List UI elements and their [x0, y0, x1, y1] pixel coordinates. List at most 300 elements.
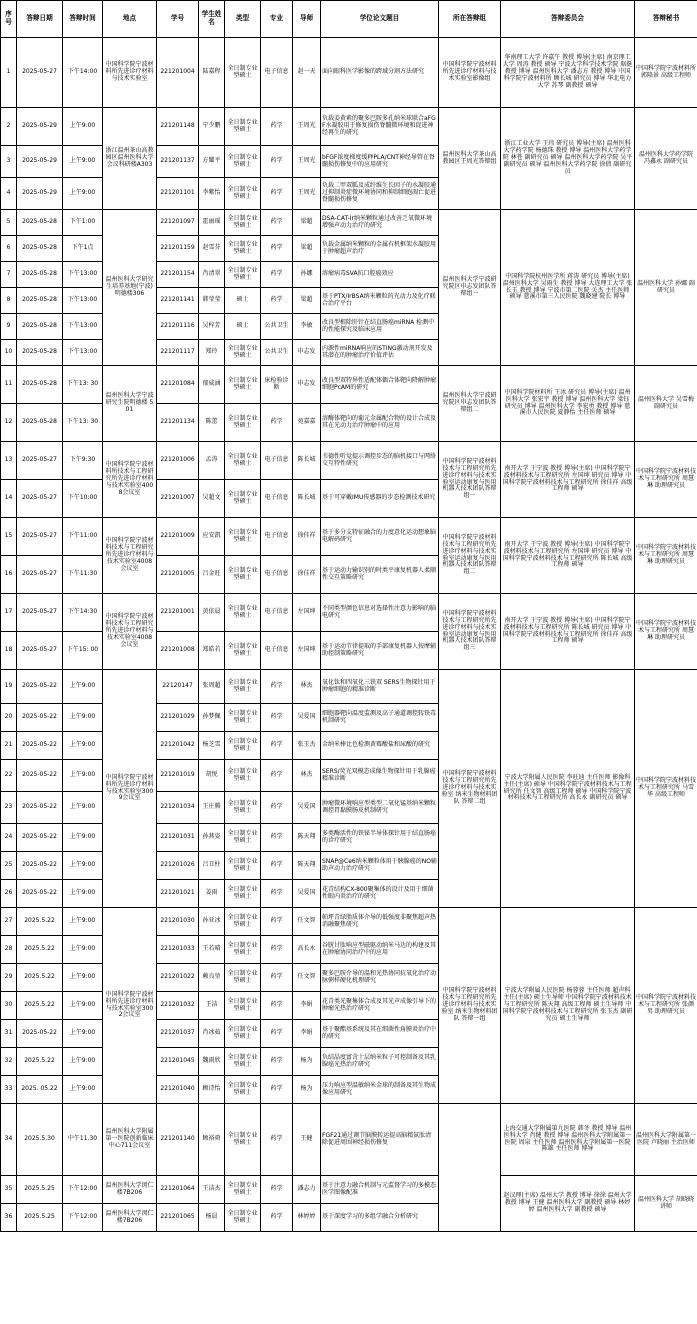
defense-date-cell: 2025.5.25 [17, 1204, 63, 1232]
defense-time-cell: 上午9:00 [63, 108, 103, 146]
thesis-title-cell: 基于聚酯基系统及其在细菌性角膜炎治疗中的研究 [321, 1020, 439, 1048]
committee-cell: 南开大学 于宁波 教授 博导(主席) 中国科学院宁波材料技术与工程研究所 左国坤 研究员 博导 中国科学院宁波材料技术与工程研究所 徐佳祥 高级工程师 硕导 [501, 442, 635, 518]
major-cell: 药学 [261, 146, 293, 178]
advisor-cell: 杨为 [293, 1048, 321, 1076]
table-row [1, 38, 697, 108]
thesis-title-cell: 改良型根除肝针在结直肠癌miRNA 检测中的性能探究及临床应用 [321, 314, 439, 340]
defense-time-cell: 上午9:00 [63, 178, 103, 210]
degree-type-cell: 全日制专业型硕士 [225, 824, 261, 852]
student-id-cell: 221201148 [157, 108, 199, 146]
degree-type-cell: 全日制专业型硕士 [225, 908, 261, 936]
major-cell: 药学 [261, 236, 293, 262]
defense-time-cell: 下午1点 [63, 236, 103, 262]
advisor-cell: 梁超 [293, 210, 321, 236]
defense-date-cell: 2025-05-27 [17, 38, 63, 108]
advisor-cell: 陈长城 [293, 442, 321, 480]
thesis-title-cell: 负载二甲双胍及成纤维生长因子的水凝胶通过抑制炎症微环境协同和抑制细胞凋亡促进脊髓损伤修复 [321, 178, 439, 210]
row-number-cell: 10 [1, 340, 17, 366]
student-id-cell: 221201031 [157, 824, 199, 852]
advisor-cell: 林杰 [293, 670, 321, 704]
defense-time-cell: 上午9:00 [63, 964, 103, 992]
defense-date-cell: 2025-05-22 [17, 880, 63, 908]
defense-time-cell: 下午14:30 [63, 594, 103, 632]
defense-time-cell: 下午13:00 [63, 288, 103, 314]
defense-time-cell: 上午9:00 [63, 704, 103, 732]
defense-date-cell: 2025-05-22 [17, 824, 63, 852]
student-id-cell: 221201117 [157, 340, 199, 366]
advisor-cell: 赵一天 [293, 38, 321, 108]
thesis-title-cell: DSA-CAT-Ir纳米颗粒通过改善乏氧微环境增强声动力治疗的研究 [321, 210, 439, 236]
defense-date-cell: 2025.5.25 [17, 1176, 63, 1204]
defense-time-cell: 上午9:00 [63, 1076, 103, 1104]
student-id-cell: 221201022 [157, 964, 199, 992]
major-cell: 药学 [261, 670, 293, 704]
student-name-cell: 韩莹莹 [199, 288, 225, 314]
degree-type-cell: 全日制专业型硕士 [225, 236, 261, 262]
thesis-title-cell: 压力响应型温敏纳米金球的制备及其生物成像应用研究 [321, 1076, 439, 1104]
header-cell: 序号 [1, 1, 17, 38]
degree-type-cell: 全日制专业型硕士 [225, 594, 261, 632]
defense-date-cell: 2025-05-29 [17, 108, 63, 146]
degree-type-cell: 全日制专业型硕士 [225, 792, 261, 824]
defense-time-cell: 下午13:00 [63, 262, 103, 288]
major-cell: 药学 [261, 404, 293, 442]
thesis-title-cell: 细胞器靶向温度监测及高子通道调控转铁毒机制研究 [321, 704, 439, 732]
table-row [1, 1104, 697, 1176]
student-id-cell: 221201005 [157, 556, 199, 594]
advisor-cell: 王健 [293, 1104, 321, 1176]
student-name-cell: 郑玲 [199, 340, 225, 366]
location-cell: 浙江温州茶山高教园区温州医科大学会议科研楼A303 [103, 108, 157, 210]
row-number-cell: 28 [1, 936, 17, 964]
committee-cell: 浙江工业大学 王玮 研究员 博导(主席) 温州医科大学药学院 杨德珠 教授 博导 温州医科大学药学院 林苍 副研究员 硕导 温州医科大学药学院 吴平 副研究员 硕导 温州医科大学药学院 徐倩 副研究员 [501, 108, 635, 210]
defense-date-cell: 2025-05-28 [17, 314, 63, 340]
student-id-cell: 221201033 [157, 936, 199, 964]
student-id-cell: 221201042 [157, 732, 199, 760]
student-name-cell: 肖清翠 [199, 262, 225, 288]
degree-type-cell: 全日制专业型硕士 [225, 404, 261, 442]
defense-date-cell: 2025.5.22 [17, 964, 63, 992]
location-cell: 温州医科大学闵仁楼7B206 [103, 1176, 157, 1204]
defense-time-cell: 上午9:00 [63, 732, 103, 760]
defense-date-cell: 2025-05-27 [17, 632, 63, 670]
advisor-cell: 王周光 [293, 108, 321, 146]
defense-date-cell: 2025.5.22 [17, 1048, 63, 1076]
secretary-cell: 中国科学院宁波材料所 郭隆景 高级工程师 [635, 38, 697, 108]
student-id-cell: 221201019 [157, 760, 199, 792]
advisor-cell: 张玉杰 [293, 732, 321, 760]
row-number-cell: 29 [1, 964, 17, 992]
defense-time-cell: 上午9:00 [63, 146, 103, 178]
student-name-cell: 赖良堃 [199, 964, 225, 992]
secretary-cell: 中国科学院宁波材料技术与工程研究所 周慧琳 助理研究员 [635, 518, 697, 594]
committee-cell: 赵汉理(主席) 温州大学 教授 博导 徐徐 温州大学 教授 博导 王健 温州医科大学 副教授 硕导 林婷婷 温州医科大学 副教授 硕导 [501, 1176, 635, 1232]
row-number-cell: 12 [1, 404, 17, 442]
major-cell: 药学 [261, 760, 293, 792]
thesis-title-cell: 溶酶体靶向的葡元金属配合物的设计合成及其在光动力治疗肿瘤中的应用 [321, 404, 439, 442]
student-name-cell: 魏雨欣 [199, 1048, 225, 1076]
committee-cell: 宁波大学附属人民医院 李旺迪 主任医师 影像科主任(主席) 硕导 中国科学院宁波材料技术与工程研究所 任文智 高级工程师 硕导 中国科学院宁波材料技术与工程研究所 高长永 副研究员 硕导 [501, 670, 635, 908]
advisor-cell: 任文智 [293, 964, 321, 992]
defense-group-cell: 中国科学院宁波材料技术与工程研究所先进诊疗材料与技术实验室 纳米生物材料团队 答辩一组 [439, 908, 501, 1104]
student-name-cell: 赵雪芬 [199, 236, 225, 262]
defense-date-cell: 2025-05-27 [17, 594, 63, 632]
degree-type-cell: 全日制专业型硕士 [225, 1076, 261, 1104]
degree-type-cell: 全日制专业型硕士 [225, 632, 261, 670]
student-id-cell: 221201021 [157, 880, 199, 908]
defense-date-cell: 2025-05-27 [17, 442, 63, 480]
defense-date-cell: 2025. 05.22 [17, 1076, 63, 1104]
degree-type-cell: 全日制专业型硕士 [225, 38, 261, 108]
advisor-cell: 梁超 [293, 288, 321, 314]
table-row [1, 108, 697, 146]
major-cell: 药学 [261, 1176, 293, 1204]
defense-time-cell: 下午1:00 [63, 210, 103, 236]
student-name-cell: 王庄腾 [199, 792, 225, 824]
student-id-cell: 221201045 [157, 1048, 199, 1076]
committee-cell: 宁波大学附属人民医院 杨蓉蓉 主任医师 超声科主任(主席) 硕士生导师 中国科学院宁波材料技术与工程研究所 陈天翔 高级工程师 硕士生导师 中国科学院宁波材料技术与工程研究所 张玉杰 副研究员 硕士生导师 [501, 908, 635, 1104]
header-cell: 专业 [261, 1, 293, 38]
degree-type-cell: 全日制专业型硕士 [225, 704, 261, 732]
student-id-cell: 221201032 [157, 992, 199, 1020]
advisor-cell: 李娟 [293, 992, 321, 1020]
advisor-cell: 吴爱国 [293, 792, 321, 824]
student-name-cell: 孙亚冰 [199, 908, 225, 936]
header-cell: 学生姓名 [199, 1, 225, 38]
student-name-cell: 吕丑柱 [199, 852, 225, 880]
student-name-cell: 吴超文 [199, 480, 225, 518]
major-cell: 药学 [261, 908, 293, 936]
row-number-cell: 6 [1, 236, 17, 262]
secretary-cell: 中国科学院宁波材料技术与工程研究所 马雪华 高级工程师 [635, 670, 697, 908]
table-row [1, 366, 697, 404]
table-row [1, 908, 697, 936]
row-number-cell: 16 [1, 556, 17, 594]
major-cell: 药学 [261, 1076, 293, 1104]
defense-time-cell: 下午13: 30 [63, 366, 103, 404]
row-number-cell: 27 [1, 908, 17, 936]
advisor-cell: 林杰 [293, 760, 321, 792]
defense-group-cell: 温州医科大学茶山高教园区王周光答辩组 [439, 108, 501, 210]
student-name-cell: 肖冰茹 [199, 1020, 225, 1048]
location-cell: 中国科学院宁波材料技术与工程研究所先进诊疗材料与技术实验室4008会议室 [103, 518, 157, 594]
student-id-cell: 221201064 [157, 1176, 199, 1204]
location-cell: 中国科学院宁波材料所技术与工程研究所先进诊疗材料与技术实验室4008会议室 [103, 442, 157, 518]
major-cell: 药学 [261, 936, 293, 964]
student-name-cell: 郁威涵 [199, 366, 225, 404]
student-name-cell: 杨晨 [199, 1204, 225, 1232]
committee-cell: 中国科学院材料所 王冰 研究员 博导(主席) 温州医科大学 张宏宇 教授 博导 温州医科大学 梁钰 研究员 博导 温州医科大学 李宏勇 教授 博导 慈溪市人民医院 夏静怡 主任医师 硕导 [501, 366, 635, 442]
major-cell: 电子信息 [261, 442, 293, 480]
advisor-cell: 李娟 [293, 1020, 321, 1048]
student-id-cell: 221201008 [157, 632, 199, 670]
defense-date-cell: 2025.5.22 [17, 908, 63, 936]
defense-date-cell: 2025-05-28 [17, 210, 63, 236]
student-id-cell: 221201001 [157, 594, 199, 632]
student-id-cell: 221201037 [157, 1020, 199, 1048]
thesis-title-cell: 不同类型颜色信息对选择性注意力影响的脑电研究 [321, 594, 439, 632]
advisor-cell: 左国坤 [293, 632, 321, 670]
student-name-cell: 黄依晨 [199, 594, 225, 632]
header-cell: 类型 [225, 1, 261, 38]
defense-time-cell: 上午9:00 [63, 792, 103, 824]
thesis-title-cell: 基于注意力融合机制与元监督学习的多模态医学图像配准 [321, 1176, 439, 1204]
defense-time-cell: 下午12:00 [63, 1204, 103, 1232]
student-id-cell: 22120147 [157, 670, 199, 704]
degree-type-cell: 硕士 [225, 288, 261, 314]
major-cell: 电子信息 [261, 518, 293, 556]
defense-date-cell: 2025-05-29 [17, 146, 63, 178]
degree-type-cell: 全日制专业型硕士 [225, 670, 261, 704]
thesis-title-cell: 基于可穿戴IMU传感器的步态检测技术研究 [321, 480, 439, 518]
advisor-cell: 王周光 [293, 146, 321, 178]
defense-time-cell: 上午9:00 [63, 760, 103, 792]
thesis-title-cell: 负载姜黄素的聚多巴胺多孔纳米球联合aFGF水凝胶用于修复损伤脊髓微环境和促进神经再生的研究 [321, 108, 439, 146]
thesis-title-cell: SNAP@Ce6纳米颗粒体用于胰腺癌的NO辅助声动力治疗研究 [321, 852, 439, 880]
defense-date-cell: 2025-05-27 [17, 518, 63, 556]
degree-type-cell: 全日制专业型硕士 [225, 108, 261, 146]
row-number-cell: 24 [1, 824, 17, 852]
student-name-cell: 陆嘉程 [199, 38, 225, 108]
student-id-cell: 221201097 [157, 210, 199, 236]
major-cell: 药学 [261, 1104, 293, 1176]
thesis-title-cell: 聚多巴胺介导的温和光热协同抗氧化治疗动脉粥样硬化机理研究 [321, 964, 439, 992]
committee-cell: 中国科学院杭州医学所 蒋涛 研究员 博导(主席) 温州医科大学 吴雨生 教授 博导 大连理工大学 张长玉 教授 博导 宁波市第二医院 关杰 主任医师 硕导 慈溪市第三人民医院 魏晓建 院长 博导 [501, 210, 635, 366]
student-id-cell: 221201084 [157, 366, 199, 404]
student-name-cell: 王洁 [199, 992, 225, 1020]
row-number-cell: 8 [1, 288, 17, 314]
major-cell: 电子信息 [261, 632, 293, 670]
defense-time-cell: 上午9:00 [63, 880, 103, 908]
table-row [1, 518, 697, 556]
student-id-cell: 221201140 [157, 1104, 199, 1176]
thesis-title-cell: 基于运动力输识别的时类平康复机器人柔顺性交互策略研究 [321, 556, 439, 594]
secretary-cell: 中国科学院宁波材料技术与工程研究所 周慧琳 助理研究员 [635, 442, 697, 518]
thesis-title-cell: bFGF浓度梯度缓释PLA/CNT神经导管在脊髓损伤修复中的应用研究 [321, 146, 439, 178]
major-cell: 药学 [261, 1204, 293, 1232]
secretary-cell: 温州医科大学 吴雪梅副研究员 [635, 366, 697, 442]
thesis-title-cell: 负结晶度富含十层纳米粒子可控制备及其乳腺癌光热治疗研究 [321, 1048, 439, 1076]
major-cell: 电子信息 [261, 594, 293, 632]
student-id-cell: 221201116 [157, 314, 199, 340]
committee-cell: 南开大学 于宁波 教授 博导(主席) 中国科学院宁波材料技术与工程研究所 陈长城 研究员 博导 中国科学院宁波材料技术与工程研究所 徐佳祥 高级工程师 硕导 [501, 594, 635, 670]
thesis-title-cell: 内源性miRNA响应的STING激动剂开发及其潜在的肿瘤治疗价值评估 [321, 340, 439, 366]
defense-date-cell: 2025-05-22 [17, 1020, 63, 1048]
row-number-cell: 9 [1, 314, 17, 340]
advisor-cell: 徐佳祥 [293, 518, 321, 556]
student-name-cell: 顾裕舜 [199, 1104, 225, 1176]
advisor-cell: 李敏 [293, 314, 321, 340]
major-cell: 药学 [261, 262, 293, 288]
defense-date-cell: 2025-05-27 [17, 556, 63, 594]
advisor-cell: 高长永 [293, 936, 321, 964]
major-cell: 药学 [261, 792, 293, 824]
advisor-cell: 申志发 [293, 366, 321, 404]
defense-date-cell: 2025-05-27 [17, 480, 63, 518]
defense-date-cell: 2025-05-22 [17, 852, 63, 880]
degree-type-cell: 全日制专业型硕士 [225, 1204, 261, 1232]
row-number-cell: 19 [1, 670, 17, 704]
student-name-cell: 霍丽瑶 [199, 210, 225, 236]
defense-time-cell: 上午9:00 [63, 992, 103, 1020]
degree-type-cell: 全日制专业型硕士 [225, 480, 261, 518]
student-name-cell: 孙燕姿 [199, 824, 225, 852]
location-cell: 温州医科大学闵仁楼7B206 [103, 1204, 157, 1232]
defense-date-cell: 2025-05-22 [17, 704, 63, 732]
degree-type-cell: 全日制专业型硕士 [225, 1176, 261, 1204]
major-cell: 电子信息 [261, 480, 293, 518]
major-cell: 药学 [261, 210, 293, 236]
defense-group-cell: 中国科学院宁波材料技术与工程研究所先进诊疗材料与技术实验室运动康复与医用机器人技术团队答辩组一 [439, 442, 501, 518]
defense-group-cell: 中国科学院宁波材料所先进诊疗材料与技术实验室影像组 [439, 38, 501, 108]
defense-date-cell: 2025-05-28 [17, 262, 63, 288]
student-name-cell: 孟涛 [199, 442, 225, 480]
advisor-cell: 任文智 [293, 908, 321, 936]
thesis-title-cell: 基于深度学习的多组学融合分析研究 [321, 1204, 439, 1232]
advisor-cell: 陈天翔 [293, 824, 321, 852]
defense-time-cell: 下午9:30 [63, 442, 103, 480]
student-id-cell: 221201159 [157, 236, 199, 262]
defense-date-cell: 2025-05-22 [17, 732, 63, 760]
major-cell: 公共卫生 [261, 340, 293, 366]
advisor-cell: 王周光 [293, 178, 321, 210]
committee-cell: 南开大学 于宁波 教授 博导(主席) 中国科学院宁波材料技术与工程研究所 左国坤 研究员 博导 中国科学院宁波材料技术与工程研究所 陈长城 高级工程师 硕导 [501, 518, 635, 594]
advisor-cell: 林婷婷 [293, 1204, 321, 1232]
header-cell: 导师 [293, 1, 321, 38]
degree-type-cell: 全日制专业型硕士 [225, 146, 261, 178]
defense-time-cell: 中午11.30 [63, 1104, 103, 1176]
defense-time-cell: 上午9:00 [63, 936, 103, 964]
major-cell: 药学 [261, 1048, 293, 1076]
student-id-cell: 221201134 [157, 404, 199, 442]
thesis-title-cell: 面向眼科医学影像的跨域分割方法研究 [321, 38, 439, 108]
thesis-title-cell: 负载金属纳米颗粒的金属有机框架水凝胶用于肿瘤超声治疗 [321, 236, 439, 262]
row-number-cell: 14 [1, 480, 17, 518]
thesis-title-cell: FGF21通过调节脑膜转运提高脑精氨肽清除促进周围神经损伤修复 [321, 1104, 439, 1176]
row-number-cell: 25 [1, 852, 17, 880]
row-number-cell: 31 [1, 1020, 17, 1048]
degree-type-cell: 全日制专业型硕士 [225, 1048, 261, 1076]
advisor-cell: 杨为 [293, 1076, 321, 1104]
committee-cell: 上海交通大学附属第九医院 韩冬 教授 博导 温州医科大学 肖健 教授 博导 温州医科大学附属第一医院 周泉 主任医师 温州医科大学附属第一医院 陈雄 主任医师 博导 [501, 1104, 635, 1176]
row-number-cell: 30 [1, 992, 17, 1020]
major-cell: 药学 [261, 704, 293, 732]
table-row [1, 594, 697, 632]
major-cell: 药学 [261, 108, 293, 146]
header-cell: 答辩秘书 [635, 1, 697, 38]
defense-date-cell: 2025-05-22 [17, 760, 63, 792]
location-cell: 中国科学院宁波材料所先进诊疗材料与技术实验室3002会议室 [103, 908, 157, 1104]
defense-time-cell: 下午13: 30 [63, 404, 103, 442]
student-name-cell: 孙梦佩 [199, 704, 225, 732]
row-number-cell: 18 [1, 632, 17, 670]
thesis-title-cell: 金纳米棒比色检测黄霉酸盐和尿酸的研究 [321, 732, 439, 760]
degree-type-cell: 全日制专业型硕士 [225, 880, 261, 908]
student-name-cell: 郑皓若 [199, 632, 225, 670]
defense-date-cell: 2025-05-28 [17, 404, 63, 442]
student-id-cell: 221201004 [157, 38, 199, 108]
thesis-title-cell: 基于PTX/IrBSA纳米颗粒的光动力及化疗联合治疗平台 [321, 288, 439, 314]
defense-date-cell: 2025-05-28 [17, 288, 63, 314]
student-name-cell: 宁少鹏 [199, 108, 225, 146]
row-number-cell: 7 [1, 262, 17, 288]
secretary-cell: 中国科学院宁波材料技术与工程研究所 周慧琳 助理研究员 [635, 594, 697, 670]
location-cell: 中国科学院宁波材料所先进诊疗材料与技术实验室 [103, 38, 157, 108]
row-number-cell: 5 [1, 210, 17, 236]
row-number-cell: 34 [1, 1104, 17, 1176]
advisor-cell: 左国坤 [293, 594, 321, 632]
student-name-cell: 张周超 [199, 670, 225, 704]
major-cell: 药学 [261, 732, 293, 760]
defense-time-cell: 上午9:00 [63, 852, 103, 880]
student-name-cell: 李紫怡 [199, 178, 225, 210]
defense-date-cell: 2025-05-28 [17, 340, 63, 366]
defense-date-cell: 2025-05-28 [17, 366, 63, 404]
degree-type-cell: 全日制专业型硕士 [225, 262, 261, 288]
defense-date-cell: 2025-05-22 [17, 792, 63, 824]
student-id-cell: 221201006 [157, 442, 199, 480]
degree-type-cell: 全日制专业型硕士 [225, 732, 261, 760]
defense-group-cell: 中国科学院宁波材料技术与工程研究所先进诊疗材料与技术实验室运动康复与医用机器人技术团队答辩组三 [439, 594, 501, 670]
advisor-cell: 潘志力 [293, 1176, 321, 1204]
advisor-cell: 申志发 [293, 340, 321, 366]
defense-date-cell: 2025-05-28 [17, 236, 63, 262]
advisor-cell: 苑嘉嘉 [293, 404, 321, 442]
degree-type-cell: 全日制专业型硕士 [225, 992, 261, 1020]
committee-cell: 华南理工大学 许嘉午 教授 博导(主席) 南京理工大学 周涛 教授 硕导 宁波大学科学技术学院 琚挺 教授 博导 温州医科大学 潘志方 教授 博导 中国科学院宁波材料所 顾长城 研究员 博导 华北电力大学 苏琴 副教授 硕导 [501, 38, 635, 108]
table-row [1, 670, 697, 704]
degree-type-cell: 全日制专业型硕士 [225, 964, 261, 992]
student-name-cell: 姜雨 [199, 880, 225, 908]
row-number-cell: 23 [1, 792, 17, 824]
advisor-cell: 陈天翔 [293, 852, 321, 880]
major-cell: 药学 [261, 852, 293, 880]
defense-date-cell: 2025.5.30 [17, 1104, 63, 1176]
thesis-title-cell: 谷胱甘肽响应型磁驱动纳米马达的构建及其在肿瘤协同治疗中的应用 [321, 936, 439, 964]
row-number-cell: 13 [1, 442, 17, 480]
defense-time-cell: 下午15: 00 [63, 632, 103, 670]
thesis-title-cell: 帕坪青绿脂质体介导的低强度非聚焦超声热消融聚焦研究 [321, 908, 439, 936]
student-id-cell: 221201154 [157, 262, 199, 288]
thesis-title-cell: 花青结构CX-800聚集体的设计及用于细菌性眼内炎治疗的研究 [321, 880, 439, 908]
row-number-cell: 11 [1, 366, 17, 404]
defense-group-cell: 中国科学院宁波材料技术与工程研究所先进诊疗材料与技术实验室 纳米生物材料团队 答辩二组 [439, 670, 501, 908]
defense-time-cell: 下午13:00 [63, 340, 103, 366]
advisor-cell: 吴爱国 [293, 704, 321, 732]
degree-type-cell: 全日制专业型硕士 [225, 556, 261, 594]
major-cell: 药学 [261, 880, 293, 908]
advisor-cell: 陈长城 [293, 480, 321, 518]
row-number-cell: 15 [1, 518, 17, 556]
location-cell: 中国科学院宁波材料所先进诊疗材料与技术实验室3009会议室 [103, 670, 157, 908]
thesis-title-cell: 氧化钛和四氧化三铁双 SERS生物探针用于肿瘤细胞的精准诊断 [321, 670, 439, 704]
student-id-cell: 221201026 [157, 852, 199, 880]
degree-type-cell: 全日制专业型硕士 [225, 178, 261, 210]
header-row [1, 1, 697, 38]
student-id-cell: 221201101 [157, 178, 199, 210]
degree-type-cell: 全日制专业型硕士 [225, 852, 261, 880]
student-name-cell: 应安凯 [199, 518, 225, 556]
degree-type-cell: 全日制专业型硕士 [225, 340, 261, 366]
row-number-cell: 2 [1, 108, 17, 146]
table-row [1, 1176, 697, 1204]
row-number-cell: 21 [1, 732, 17, 760]
row-number-cell: 33 [1, 1076, 17, 1104]
defense-time-cell: 上午9:00 [63, 908, 103, 936]
header-cell: 答辩时间 [63, 1, 103, 38]
secretary-cell: 温州医科大学 孙娜 副研究员 [635, 210, 697, 366]
student-id-cell: 221201009 [157, 518, 199, 556]
